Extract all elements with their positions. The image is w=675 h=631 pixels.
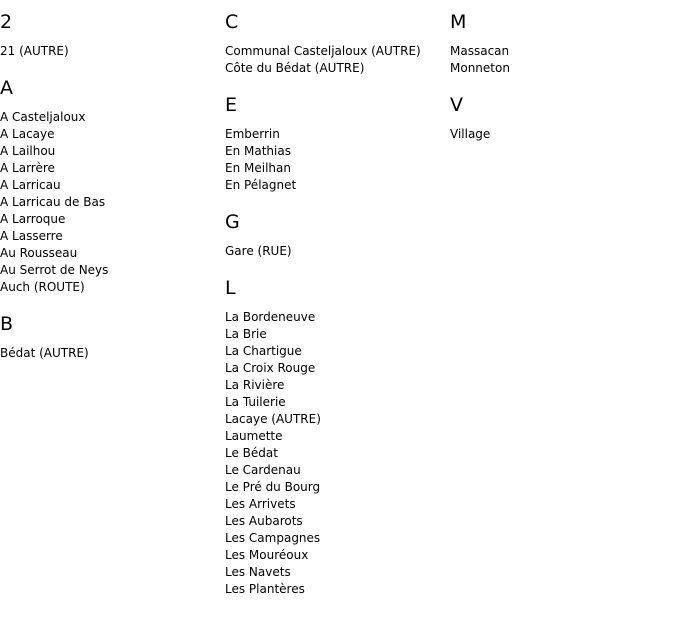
list-item	[0, 177, 225, 194]
list-item	[225, 60, 450, 77]
street-link[interactable]: Les Plantères	[225, 582, 305, 596]
letter-heading: L	[225, 277, 236, 299]
list-item	[225, 479, 450, 496]
list-item	[225, 343, 450, 360]
street-link[interactable]: A Casteljaloux	[0, 110, 86, 124]
letter-group-m	[450, 11, 675, 77]
list-item	[0, 279, 225, 296]
street-link[interactable]: 21 (AUTRE)	[0, 44, 69, 58]
list-item	[0, 228, 225, 245]
list-item	[225, 530, 450, 547]
list-item	[225, 411, 450, 428]
list-item	[225, 547, 450, 564]
street-link[interactable]: La Tuilerie	[225, 395, 286, 409]
street-link[interactable]: Le Pré du Bourg	[225, 480, 321, 494]
list-item	[0, 245, 225, 262]
letter-group-g	[225, 211, 450, 260]
letter-heading: E	[225, 94, 238, 116]
street-link[interactable]: A Lacaye	[0, 127, 55, 141]
list-item	[225, 513, 450, 530]
street-link[interactable]: La Rivière	[225, 378, 285, 392]
list-item	[0, 126, 225, 143]
street-list	[225, 43, 450, 77]
list-item	[225, 394, 450, 411]
list-item	[225, 564, 450, 581]
street-link[interactable]: La Brie	[225, 327, 267, 341]
street-link[interactable]: En Meilhan	[225, 161, 291, 175]
list-item	[225, 581, 450, 598]
street-link[interactable]: Les Navets	[225, 565, 291, 579]
letter-group-e	[225, 94, 450, 194]
list-item	[0, 143, 225, 160]
list-item	[0, 211, 225, 228]
list-item	[225, 462, 450, 479]
street-link[interactable]: Côte du Bédat (AUTRE)	[225, 61, 365, 75]
street-list	[450, 126, 675, 143]
street-link[interactable]: Laumette	[225, 429, 283, 443]
street-link[interactable]: A Larrère	[0, 161, 55, 175]
list-item	[0, 345, 225, 362]
street-link[interactable]: Gare (RUE)	[225, 244, 292, 258]
list-item	[0, 43, 225, 60]
street-link[interactable]: Les Campagnes	[225, 531, 321, 545]
street-link[interactable]: En Mathias	[225, 144, 291, 158]
street-link[interactable]: La Chartigue	[225, 344, 302, 358]
list-item	[225, 309, 450, 326]
list-item	[450, 126, 675, 143]
list-item	[450, 60, 675, 77]
street-link[interactable]: Village	[450, 127, 491, 141]
list-item	[225, 326, 450, 343]
list-item	[225, 445, 450, 462]
letter-group-l	[225, 277, 450, 598]
letter-heading: V	[450, 94, 463, 116]
list-item	[0, 262, 225, 279]
list-item	[225, 496, 450, 513]
street-link[interactable]: Les Aubarots	[225, 514, 303, 528]
street-link[interactable]: A Larricau	[0, 178, 61, 192]
letter-heading: C	[225, 11, 239, 33]
letter-heading: 2	[0, 11, 13, 33]
letter-group-v	[450, 94, 675, 143]
street-link[interactable]: Au Serrot de Neys	[0, 263, 109, 277]
list-item	[225, 143, 450, 160]
letter-heading: A	[0, 77, 13, 99]
street-link[interactable]: Le Cardenau	[225, 463, 301, 477]
street-link[interactable]: La Bordeneuve	[225, 310, 316, 324]
street-link[interactable]: Communal Casteljaloux (AUTRE)	[225, 44, 421, 58]
street-link[interactable]: A Larricau de Bas	[0, 195, 106, 209]
street-link[interactable]: Les Mouréoux	[225, 548, 309, 562]
list-item	[225, 177, 450, 194]
street-link[interactable]: Auch (ROUTE)	[0, 280, 85, 294]
letter-group-b	[0, 313, 225, 362]
list-item	[225, 360, 450, 377]
street-link[interactable]: Les Arrivets	[225, 497, 296, 511]
street-link[interactable]: La Croix Rouge	[225, 361, 316, 375]
letter-group-a	[0, 77, 225, 296]
street-list	[225, 309, 450, 598]
letter-group-c	[225, 11, 450, 77]
list-item	[225, 377, 450, 394]
street-link[interactable]: Massacan	[450, 44, 510, 58]
list-item	[450, 43, 675, 60]
street-link[interactable]: En Pélagnet	[225, 178, 297, 192]
street-link[interactable]: Lacaye (AUTRE)	[225, 412, 321, 426]
street-list	[450, 43, 675, 77]
list-item	[0, 194, 225, 211]
list-item	[225, 243, 450, 260]
street-link[interactable]: Bédat (AUTRE)	[0, 346, 89, 360]
list-item	[225, 126, 450, 143]
street-list	[0, 109, 225, 296]
list-item	[225, 43, 450, 60]
list-item	[225, 160, 450, 177]
letter-heading: B	[0, 313, 14, 335]
street-link[interactable]: Monneton	[450, 61, 510, 75]
street-list	[0, 43, 225, 60]
street-link[interactable]: A Lailhou	[0, 144, 56, 158]
street-column-2	[225, 11, 450, 615]
street-link[interactable]: Au Rousseau	[0, 246, 78, 260]
letter-group-2	[0, 11, 225, 60]
list-item	[0, 109, 225, 126]
street-list	[225, 126, 450, 194]
street-link[interactable]: Le Bédat	[225, 446, 278, 460]
list-item	[0, 160, 225, 177]
letter-heading: M	[450, 11, 467, 33]
street-link[interactable]: A Lasserre	[0, 229, 63, 243]
list-item	[225, 428, 450, 445]
street-link[interactable]: A Larroque	[0, 212, 66, 226]
street-column-3	[450, 11, 675, 160]
street-column-1	[0, 11, 225, 379]
street-link[interactable]: Emberrin	[225, 127, 280, 141]
letter-heading: G	[225, 211, 240, 233]
street-list	[225, 243, 450, 260]
street-list	[0, 345, 225, 362]
